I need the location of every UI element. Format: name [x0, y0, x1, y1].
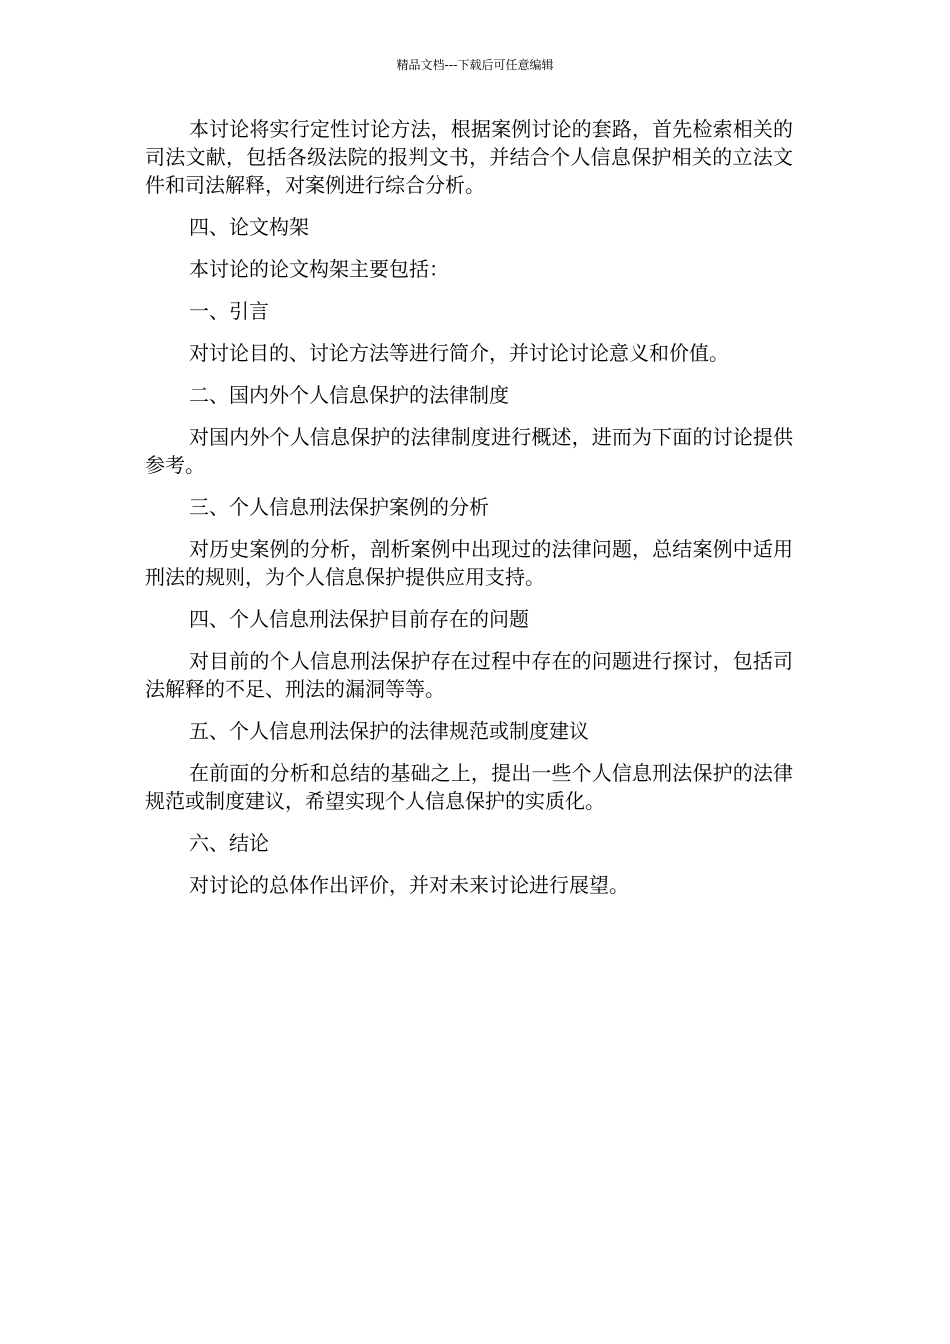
paragraph-intro-method: 本讨论将实行定性讨论方法，根据案例讨论的套路，首先检索相关的司法文献，包括各级法院的报判文书，并结合个人信息保护相关的立法文件和司法解释，对案例进行综合分析。 — [145, 117, 793, 197]
paragraph-section-2: 对国内外个人信息保护的法律制度进行概述，进而为下面的讨论提供参考。 — [145, 425, 793, 477]
heading-section-2: 二、国内外个人信息保护的法律制度 — [189, 383, 509, 407]
paragraph-section-6: 对讨论的总体作出评价，并对未来讨论进行展望。 — [189, 873, 629, 897]
paragraph-section-1: 对讨论目的、讨论方法等进行简介，并讨论讨论意义和价值。 — [189, 341, 729, 365]
page-header: 精品文档---下载后可任意编辑 — [396, 58, 554, 72]
heading-thesis-structure: 四、论文构架 — [189, 215, 309, 239]
heading-section-4: 四、个人信息刑法保护目前存在的问题 — [189, 607, 529, 631]
document-body — [145, 115, 793, 913]
heading-section-3: 三、个人信息刑法保护案例的分析 — [189, 495, 489, 519]
heading-section-6: 六、结论 — [189, 831, 269, 855]
paragraph-section-3: 对历史案例的分析，剖析案例中出现过的法律问题，总结案例中适用刑法的规则，为个人信息保护提供应用支持。 — [145, 537, 793, 589]
paragraph-section-4: 对目前的个人信息刑法保护存在过程中存在的问题进行探讨，包括司法解释的不足、刑法的漏洞等等。 — [145, 649, 793, 701]
heading-section-5: 五、个人信息刑法保护的法律规范或制度建议 — [189, 719, 589, 743]
heading-section-1: 一、引言 — [189, 299, 269, 323]
paragraph-structure-lead: 本讨论的论文构架主要包括： — [189, 257, 449, 281]
paragraph-section-5: 在前面的分析和总结的基础之上，提出一些个人信息刑法保护的法律规范或制度建议，希望实现个人信息保护的实质化。 — [145, 761, 793, 813]
